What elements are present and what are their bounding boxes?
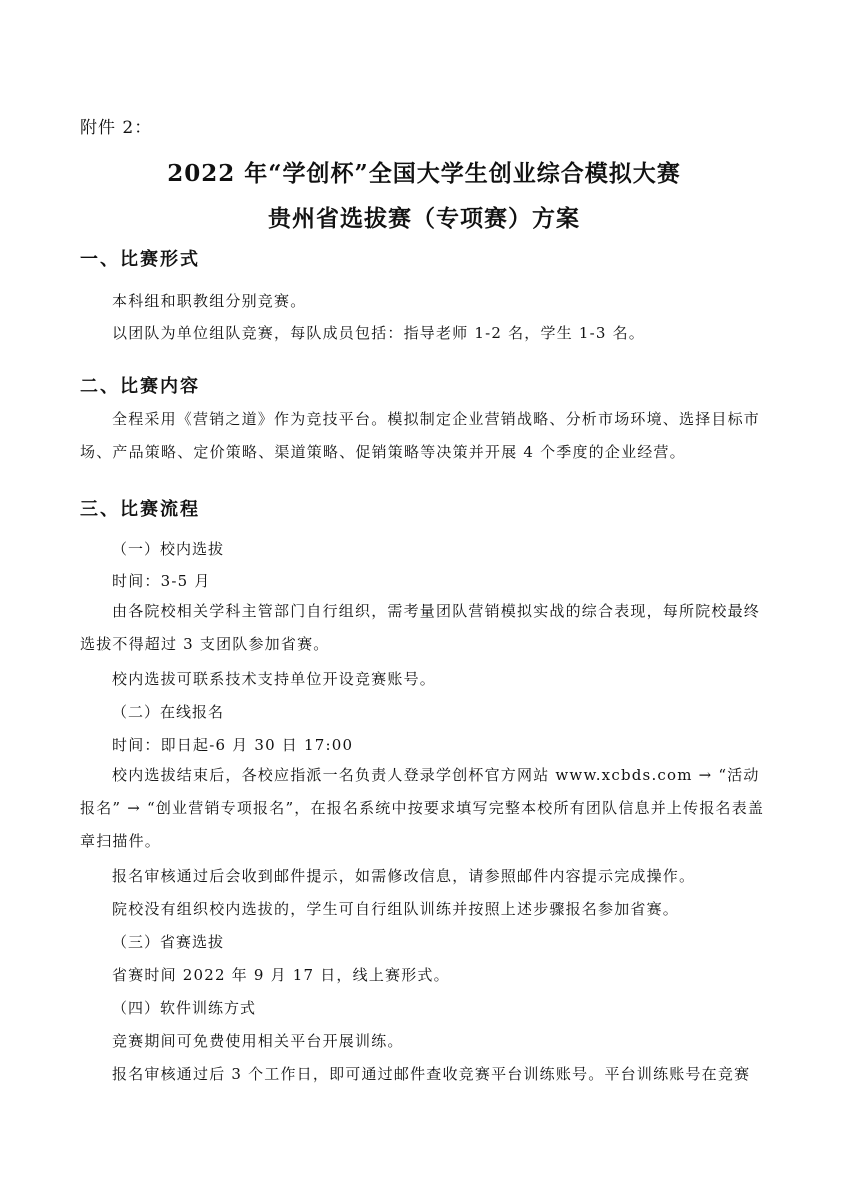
attachment-label: 附件 2： [80, 118, 153, 138]
format-line-1: 本科组和职教组分别竞赛。 [112, 292, 307, 310]
online-registration-paragraph: 校内选拔结束后，各校应指派一名负责人登录学创杯官方网站 www.xcbds.com → “活动报名” → “创业营销专项报名”，在报名系统中按要求填写完整本校所有团队信息并上传报名表盖章扫描件。 [80, 766, 765, 850]
online-registration-time: 时间：即日起-6 月 30 日 17:00 [112, 736, 354, 754]
section-heading-format: 一、比赛形式 [80, 249, 200, 270]
section-heading-content: 二、比赛内容 [80, 376, 200, 397]
sub-heading-online-registration: （二）在线报名 [112, 703, 225, 721]
sub-heading-software-training: （四）软件训练方式 [112, 999, 257, 1017]
registration-review-line: 报名审核通过后会收到邮件提示，如需修改信息，请参照邮件内容提示完成操作。 [112, 867, 696, 885]
section-heading-process: 三、比赛流程 [80, 499, 200, 520]
campus-selection-time: 时间：3-5 月 [112, 572, 211, 590]
self-organized-team-line: 院校没有组织校内选拔的，学生可自行组队训练并按照上述步骤报名参加省赛。 [112, 900, 680, 918]
software-training-line-1: 竞赛期间可免费使用相关平台开展训练。 [112, 1032, 404, 1050]
document-title-line-1: 2022 年“学创杯”全国大学生创业综合模拟大赛 [167, 160, 681, 187]
provincial-selection-line: 省赛时间 2022 年 9 月 17 日，线上赛形式。 [112, 966, 450, 984]
sub-heading-provincial-selection: （三）省赛选拔 [112, 933, 225, 951]
document-title-line-2: 贵州省选拔赛（专项赛）方案 [268, 205, 580, 232]
sub-heading-campus-selection: （一）校内选拔 [112, 540, 225, 558]
campus-selection-note: 校内选拔可联系技术支持单位开设竞赛账号。 [112, 670, 437, 688]
campus-selection-paragraph: 由各院校相关学科主管部门自行组织，需考量团队营销模拟实战的综合表现，每所院校最终选拔不得超过 3 支团队参加省赛。 [80, 602, 761, 653]
format-line-2: 以团队为单位组队竞赛，每队成员包括：指导老师 1-2 名，学生 1-3 名。 [112, 324, 645, 342]
content-paragraph: 全程采用《营销之道》作为竞技平台。模拟制定企业营销战略、分析市场环境、选择目标市场、产品策略、定价策略、渠道策略、促销策略等决策并开展 4 个季度的企业经营。 [80, 410, 761, 461]
software-training-line-2: 报名审核通过后 3 个工作日，即可通过邮件查收竞赛平台训练账号。平台训练账号在竞赛 [112, 1065, 751, 1083]
